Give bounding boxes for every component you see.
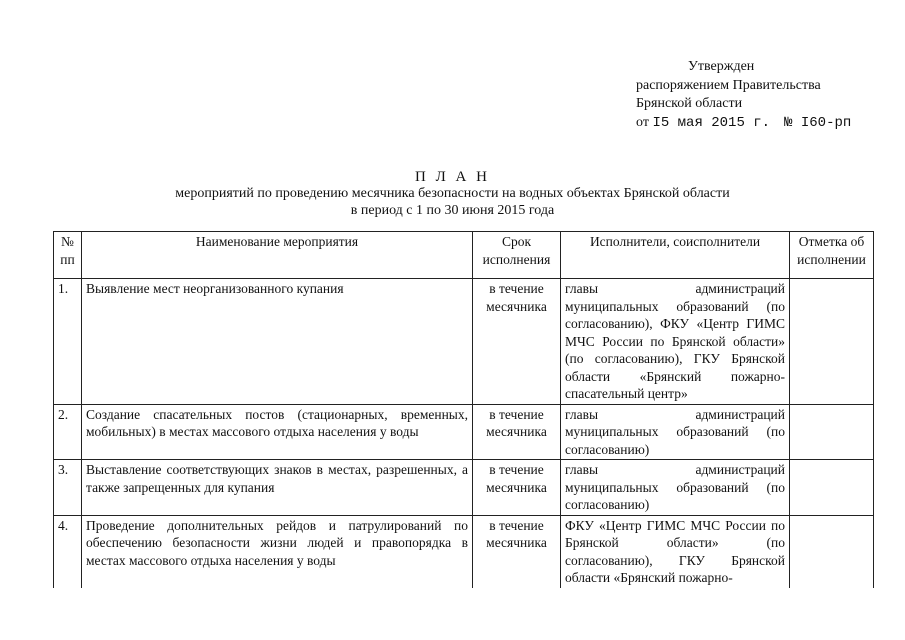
plan-table bbox=[53, 231, 874, 588]
table-row bbox=[54, 460, 874, 516]
table-header-row bbox=[54, 232, 874, 279]
row-term: в течение месячника bbox=[473, 404, 561, 460]
header-num: № пп bbox=[54, 232, 82, 279]
approval-date: I5 мая 2015 г. bbox=[652, 114, 771, 131]
row-term: в течение месячника bbox=[473, 460, 561, 516]
row-exec: главы администраций муниципальных образований (по согласованию) bbox=[561, 460, 790, 516]
row-term: в течение месячника bbox=[473, 515, 561, 588]
row-mark bbox=[790, 279, 874, 405]
plan-subtitle: мероприятий по проведению месячника безопасности на водных объектах Брянской области bbox=[175, 186, 730, 201]
row-mark bbox=[790, 515, 874, 588]
table-row bbox=[54, 279, 874, 405]
row-exec: ФКУ «Центр ГИМС МЧС России по Брянской области» (по согласованию), ГКУ Брянской области «Брянский пожарно- bbox=[561, 515, 790, 588]
table-row bbox=[54, 404, 874, 460]
table-row bbox=[54, 515, 874, 588]
row-name: Проведение дополнительных рейдов и патрулирований по обеспечению безопасности жизни людей и правопорядка в местах массового отдыха населения у воды bbox=[82, 515, 473, 588]
approval-date-prefix: от bbox=[636, 114, 649, 130]
approval-line-region: Брянской области bbox=[636, 96, 743, 111]
approval-line-date bbox=[636, 114, 851, 133]
plan-title: П Л А Н bbox=[415, 169, 490, 185]
approval-block bbox=[636, 58, 851, 132]
header-term: Срок исполнения bbox=[473, 232, 561, 279]
row-num: 4. bbox=[54, 515, 82, 588]
header-name: Наименование мероприятия bbox=[82, 232, 473, 279]
row-num: 2. bbox=[54, 404, 82, 460]
plan-period: в период с 1 по 30 июня 2015 года bbox=[350, 203, 555, 218]
row-exec: главы администраций муниципальных образований (по согласованию) bbox=[561, 404, 790, 460]
approval-number: № I60-рп bbox=[784, 114, 852, 131]
header-exec: Исполнители, соисполнители bbox=[561, 232, 790, 279]
row-name: Создание спасательных постов (стационарных, временных, мобильных) в местах массового отдыха населения у воды bbox=[82, 404, 473, 460]
row-mark bbox=[790, 404, 874, 460]
approval-line-approved: Утвержден bbox=[688, 59, 755, 74]
row-num: 1. bbox=[54, 279, 82, 405]
approval-line-order: распоряжением Правительства bbox=[636, 77, 821, 93]
row-exec: главы администраций муниципальных образований (по согласованию), ФКУ «Центр ГИМС МЧС России по Брянской области» (по согласованию), ГКУ Брянской области «Брянский пожарно-спасательный центр» bbox=[561, 279, 790, 405]
row-name: Выявление мест неорганизованного купания bbox=[82, 279, 473, 405]
row-name: Выставление соответствующих знаков в местах, разрешенных, а также запрещенных для купания bbox=[82, 460, 473, 516]
header-mark: Отметка об исполнении bbox=[790, 232, 874, 279]
row-term: в течение месячника bbox=[473, 279, 561, 405]
row-mark bbox=[790, 460, 874, 516]
row-num: 3. bbox=[54, 460, 82, 516]
